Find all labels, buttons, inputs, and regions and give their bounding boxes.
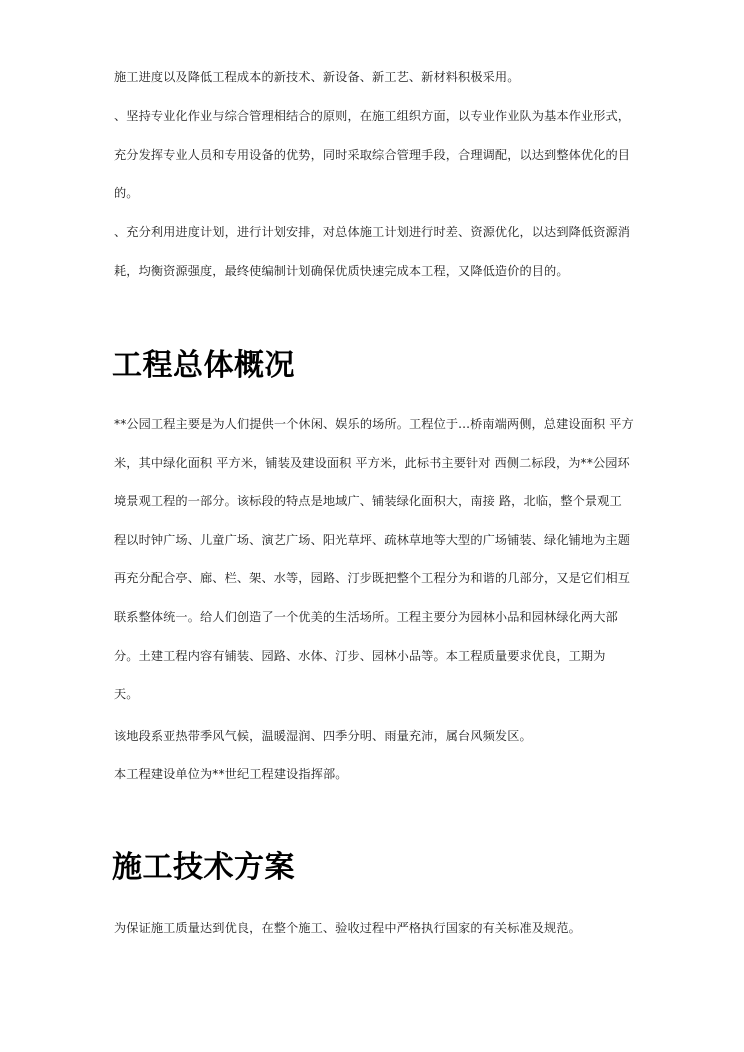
overview-paragraph-1: **公园工程主要是为人们提供一个休闲、娱乐的场所。工程位于...桥南端两侧，总建设面积 平方米，其中绿化面积 平方米，铺装及建设面积 平方米，此标书主要针对 西侧二标段，为**公园环境景观工程的一部分。该标段的特点是地域广、铺装绿化面积大，南接 路，北临，整个景观工程以时钟广场、儿童广场、演艺广场、阳光草坪、疏林草地等大型的广场铺装、绿化铺地为主题再充分配合亭、廊、栏、架、水等，园路、汀步既把整个工程分为和谐的几部分，又是它们相互联系整体统一。给人们创造了一个优美的生活场所。工程主要分为园林小品和园林绿化两大部分。土建工程内容有铺装、园路、水体、汀步、园林小品等。本工程质量要求优良，工期为 天。 <box>114 417 634 702</box>
intro-paragraph-3: 、充分利用进度计划，进行计划安排，对总体施工计划进行时差、资源优化，以达到降低资源消耗，均衡资源强度，最终使编制计划确保优质快速完成本工程，又降低造价的目的。 <box>114 225 631 278</box>
tech-plan-paragraph-1: 为保证施工质量达到优良，在整个施工、验收过程中严格执行国家的有关标准及规范。 <box>114 921 581 935</box>
intro-paragraph-1: 施工进度以及降低工程成本的新技术、新设备、新工艺、新材料积极采用。 <box>114 70 520 84</box>
section-heading-overview: 工程总体概况 <box>112 348 295 383</box>
section-heading-tech-plan: 施工技术方案 <box>112 850 295 885</box>
overview-paragraph-2: 该地段系亚热带季风气候，温暖湿润、四季分明、雨量充沛，属台风频发区。 <box>114 729 532 743</box>
intro-paragraph-2: 、坚持专业化作业与综合管理相结合的原则，在施工组织方面，以专业作业队为基本作业形式，充分发挥专业人员和专用设备的优势，同时采取综合管理手段，合理调配，以达到整体优化的目的。 <box>114 109 631 201</box>
overview-paragraph-3: 本工程建设单位为**世纪工程建设指挥部。 <box>114 767 348 781</box>
